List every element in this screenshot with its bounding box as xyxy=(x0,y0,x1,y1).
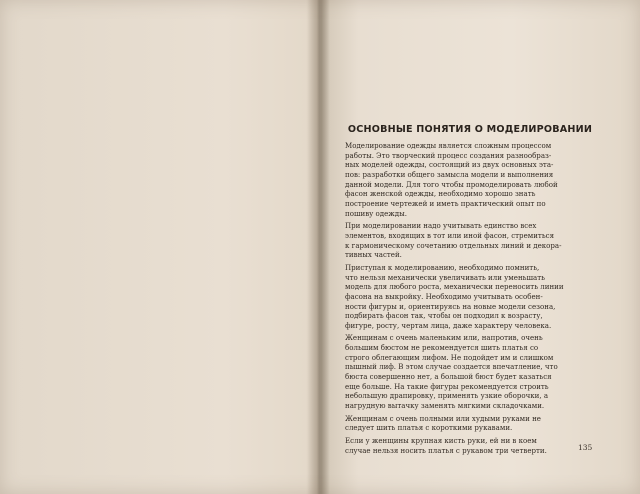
text-line: пышный лиф. В этом случае создается впечатление, что xyxy=(345,362,558,372)
paragraph-4 xyxy=(333,333,597,410)
text-line: При моделировании надо учитывать единство всех xyxy=(345,221,537,231)
text-line: ности фигуры и, ориентируясь на новые модели сезона, xyxy=(345,301,556,311)
text-line: следует шить платья с короткими рукавами. xyxy=(345,423,513,433)
text-line: модель для любого роста, механически переносить линии xyxy=(345,282,564,292)
text-line: ных моделей одежды, состоящий из двух основных эта- xyxy=(345,160,554,170)
text-line: пов: разработки общего замысла модели и выполнения xyxy=(345,169,554,179)
text-line: бюста совершенно нет, а большой бюст будет казаться xyxy=(345,372,552,382)
text-line: фасон женской одежды, необходимо хорошо знать xyxy=(345,189,536,199)
text-line: большим бюстом не рекомендуется шить платья со xyxy=(345,343,539,353)
text-line: работы. Это творческий процесс создания разнообраз- xyxy=(345,150,552,160)
text-line: Если у женщины крупная кисть руки, ей ни в коем xyxy=(345,436,537,446)
text-line: построение чертежей и иметь практический опыт по xyxy=(345,198,546,208)
body-text xyxy=(333,141,597,458)
paragraph-2 xyxy=(333,221,597,260)
text-line: что нельзя механически увеличивать или уменьшать xyxy=(345,272,545,282)
text-line: тивных частей. xyxy=(345,250,402,260)
chapter-heading: ОСНОВНЫЕ ПОНЯТИЯ О МОДЕЛИРОВАНИИ xyxy=(347,124,593,135)
paragraph-6 xyxy=(333,436,597,455)
paragraph-3 xyxy=(333,263,597,331)
text-line: строго облегающим лифом. Не подойдет им и слишком xyxy=(345,352,554,362)
text-line: Моделирование одежды является сложным процессом xyxy=(345,141,552,150)
text-line: пошиву одежды. xyxy=(345,208,407,218)
text-line: Приступая к моделированию, необходимо помнить, xyxy=(345,262,540,272)
text-line: случае нельзя носить платья с рукавом три четверти. xyxy=(345,445,547,455)
text-line: данной модели. Для того чтобы промоделировать любой xyxy=(345,179,558,189)
text-line: элементов, входящих в тот или иной фасон, стремиться xyxy=(345,230,555,240)
page-number: 135 xyxy=(578,443,593,452)
text-line: Женщинам с очень маленьким или, напротив, очень xyxy=(345,333,543,343)
text-line: подбирать фасон так, чтобы он подходил к возрасту, xyxy=(345,311,543,321)
text-line: небольшую драпировку, применять узкие оборочки, а xyxy=(345,391,549,401)
paragraph-1 xyxy=(333,141,597,218)
text-line: фасона на выкройку. Необходимо учитывать особен- xyxy=(345,291,543,301)
text-line: фигуре, росту, чертам лица, даже характеру человека. xyxy=(345,320,552,330)
text-line: Женщинам с очень полными или худыми руками не xyxy=(345,413,541,423)
text-line: к гармоническому сочетанию отдельных линий и декора- xyxy=(345,240,562,250)
paragraph-5 xyxy=(333,414,597,433)
text-line: нагрудную вытачку заменять мягкими складочками. xyxy=(345,401,545,411)
left-page-blank xyxy=(0,0,316,494)
text-line: еще больше. На такие фигуры рекомендуется строить xyxy=(345,381,549,391)
